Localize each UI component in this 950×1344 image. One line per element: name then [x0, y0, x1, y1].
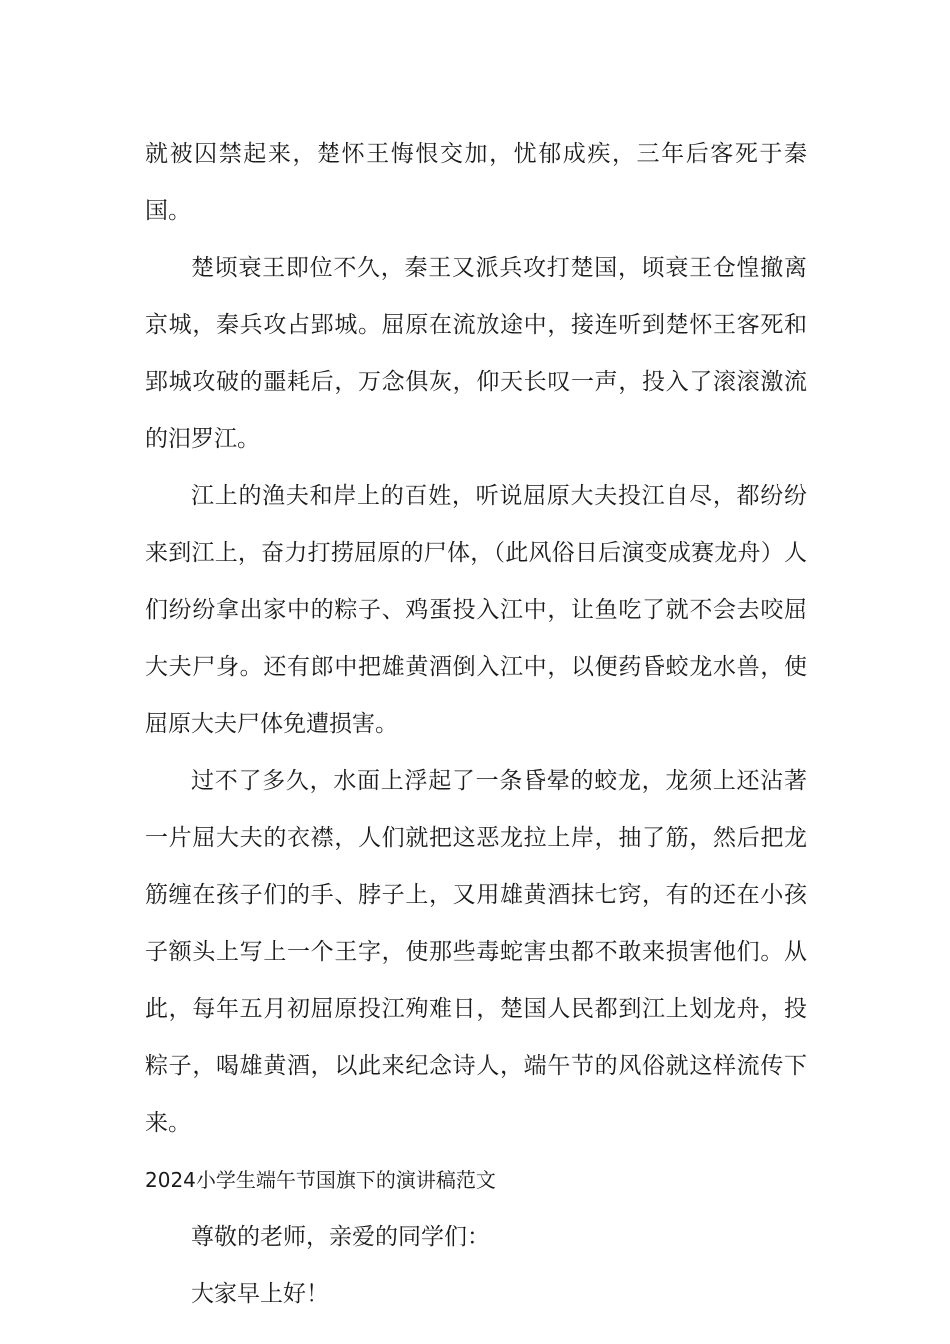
paragraph-qingxiang-king: 楚顷衰王即位不久，秦王又派兵攻打楚国，顷衰王仓惶撤离京城，秦兵攻占郢城。屈原在流放途中，接连听到楚怀王客死和郢城攻破的噩耗后，万念俱灰，仰天长叹一声，投入了滚滚激流的汨罗江。	[145, 255, 807, 452]
speech-opening: 大家早上好！	[191, 1281, 329, 1307]
document-body	[145, 126, 807, 1323]
speech-title: 2024小学生端午节国旗下的演讲稿范文	[145, 1168, 496, 1192]
paragraph-fishermen: 江上的渔夫和岸上的百姓，听说屈原大夫投江自尽，都纷纷来到江上，奋力打捞屈原的尸体，（此风俗日后演变成赛龙舟）人们纷纷拿出家中的粽子、鸡蛋投入江中，让鱼吃了就不会去咬屈大夫尸身。还有郎中把雄黄酒倒入江中，以便药昏蛟龙水兽，使屈原大夫尸体免遭损害。	[145, 483, 807, 737]
speech-greeting: 尊敬的老师，亲爱的同学们：	[191, 1224, 490, 1250]
paragraph-dragon: 过不了多久，水面上浮起了一条昏晕的蛟龙，龙须上还沾著一片屈大夫的衣襟，人们就把这恶龙拉上岸，抽了筋，然后把龙筋缠在孩子们的手、脖子上，又用雄黄酒抹七窍，有的还在小孩子额头上写上一个王字，使那些毒蛇害虫都不敢来损害他们。从此，每年五月初屈原投江殉难日，楚国人民都到江上划龙舟，投粽子，喝雄黄酒，以此来纪念诗人，端午节的风俗就这样流传下来。	[145, 768, 807, 1136]
paragraph-continuation: 就被囚禁起来，楚怀王悔恨交加，忧郁成疾，三年后客死于秦国。	[145, 141, 807, 224]
